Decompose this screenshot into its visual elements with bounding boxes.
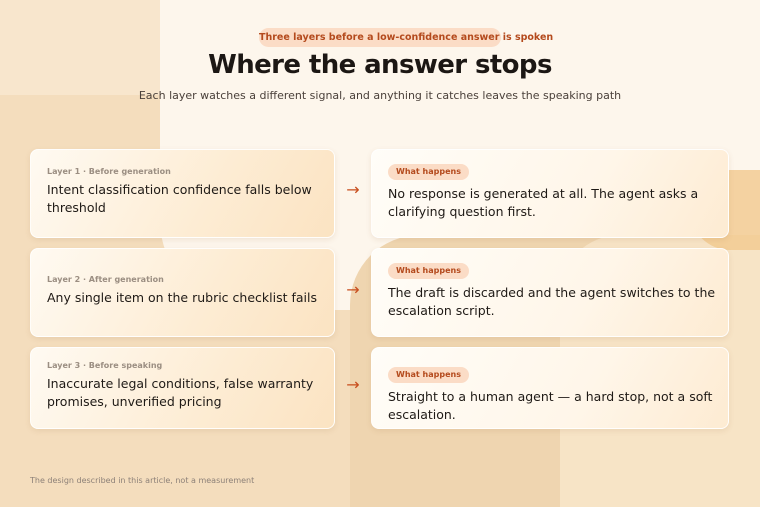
what-happens-badge: What happens: [388, 164, 469, 180]
page-subtitle: Each layer watches a different signal, and anything it catches leaves the speaking path: [138, 89, 622, 102]
layer-label: Layer 2 · After generation: [47, 275, 164, 284]
layer-2-outcome-card: [371, 248, 729, 337]
layer-condition: Any single item on the rubric checklist fails: [47, 290, 317, 305]
layer-label: Layer 3 · Before speaking: [47, 361, 163, 370]
outcome-text: Straight to a human agent — a hard stop, not a soft escalation.: [388, 389, 713, 422]
page-title: Where the answer stops: [208, 50, 552, 80]
outcome-text: The draft is discarded and the agent switches to the escalation script.: [388, 285, 716, 318]
layer-1-card: [30, 149, 335, 238]
what-happens-badge: What happens: [388, 367, 469, 383]
what-happens-badge: What happens: [388, 263, 469, 279]
layer-2-card: [30, 248, 335, 337]
kicker-badge: Three layers before a low-confidence answer is spoken: [259, 28, 501, 47]
layer-3-outcome-card: [371, 347, 729, 429]
outcome-text: No response is generated at all. The agent asks a clarifying question first.: [388, 186, 699, 219]
layer-condition: Inaccurate legal conditions, false warranty promises, unverified pricing: [47, 376, 314, 409]
arrow-right-icon: →: [346, 280, 360, 299]
layer-label: Layer 1 · Before generation: [47, 167, 171, 176]
arrow-right-icon: →: [346, 375, 360, 394]
arrow-right-icon: →: [346, 180, 360, 199]
layer-1-outcome-card: [371, 149, 729, 238]
layer-condition: Intent classification confidence falls below threshold: [47, 182, 312, 215]
footer-note: The design described in this article, not a measurement: [30, 476, 255, 485]
layer-3-card: [30, 347, 335, 429]
